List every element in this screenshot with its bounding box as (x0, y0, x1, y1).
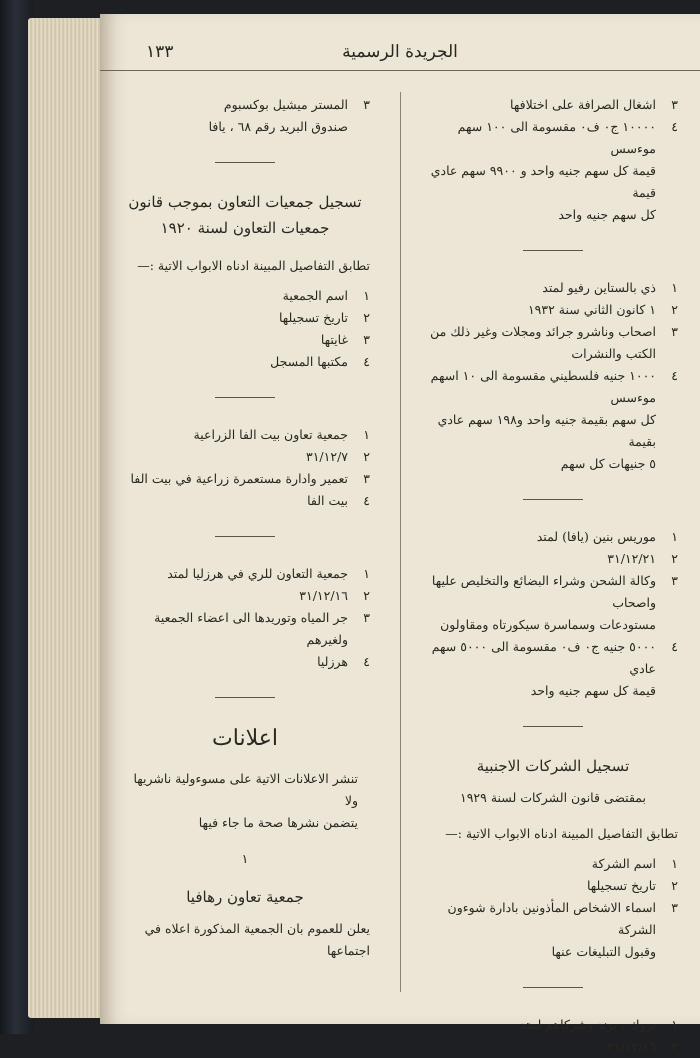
separator (523, 726, 583, 727)
item-text: جمعية تعاون بيت الفا الزراعية (193, 427, 348, 442)
list-item (120, 490, 370, 512)
foreign-companies-intro: تطابق التفاصيل المبينة ادناه الابواب الاتية :— (445, 826, 678, 841)
item-list (120, 285, 370, 373)
list-item (120, 585, 370, 607)
ads-note-line-2: يتضمن نشرها صحة ما جاء فيها (198, 815, 358, 830)
list-item (120, 94, 370, 116)
list-item (120, 651, 370, 673)
separator (215, 397, 275, 398)
separator (523, 499, 583, 500)
list-item (428, 875, 678, 897)
list-item (120, 607, 370, 651)
list-item (120, 351, 370, 373)
item-number: ١ (671, 1017, 678, 1032)
item-text: بيت الفا (307, 493, 348, 508)
item-text: ١ كانون الثاني سنة ١٩٣٢ (527, 302, 656, 317)
item-number: ٢ (671, 302, 678, 317)
item-number: ٣ (363, 471, 370, 486)
list-item (120, 285, 370, 307)
list-item (428, 548, 678, 570)
item-number: ٢ (363, 588, 370, 603)
separator (523, 987, 583, 988)
item-text: مكتبها المسجل (270, 354, 348, 369)
item-number: ٣ (671, 324, 678, 339)
item-number: ٤ (671, 119, 678, 134)
item-text-continuation: وقبول التبليغات عنها (551, 944, 656, 959)
page-header (100, 40, 700, 71)
page-edges (28, 18, 110, 1018)
list-item (428, 636, 678, 680)
item-text: هرزليا (317, 654, 348, 669)
item-list (120, 563, 370, 673)
item-text: ٣١/١٢/١٦ (607, 1039, 656, 1054)
item-text: اسم الجمعية (282, 288, 348, 303)
item-number: ٢ (363, 449, 370, 464)
item-list (428, 277, 678, 475)
page-number: ١٣٣ (146, 42, 174, 62)
item-number: ٢ (671, 1039, 678, 1054)
item-text-continuation: ٥ جنيهات كل سهم (560, 456, 656, 471)
ad-title: جمعية تعاون رهافيا (186, 888, 304, 906)
item-text: اشغال الصرافة على اختلافها (510, 97, 656, 112)
item-number: ٣ (363, 97, 370, 112)
header-title: الجريدة الرسمية (342, 42, 458, 62)
item-number: ٤ (363, 654, 370, 669)
separator (523, 250, 583, 251)
item-number: ٤ (363, 493, 370, 508)
list-item (120, 446, 370, 468)
item-list (428, 94, 678, 226)
item-text: ١٠٠٠٠ ج٠ ف٠ مقسومة الى ١٠٠ سهم موءسس (457, 119, 656, 156)
item-text: ٥٠٠٠ جنيه ج٠ ف٠ مقسومة الى ٥٠٠٠ سهم عادي (431, 639, 656, 676)
item-list (428, 853, 678, 963)
separator (215, 162, 275, 163)
item-text: جمعية التعاون للري في هرزليا لمتد (167, 566, 348, 581)
list-item (120, 468, 370, 490)
item-list (120, 94, 370, 138)
list-item (428, 570, 678, 614)
item-text: اصحاب وناشرو جرائد ومجلات وغير ذلك من (430, 324, 656, 339)
item-number: ١ (363, 566, 370, 581)
list-item (120, 424, 370, 446)
item-number: ٤ (363, 354, 370, 369)
item-text: ذي بالستاين رفيو لمتد (542, 280, 656, 295)
item-text-continuation: كل سهم جنيه واحد (558, 207, 656, 222)
item-text-continuation: كل سهم بقيمة جنيه واحد و١٩٨ سهم عادي بقيمة (437, 412, 656, 449)
item-text: جر المياه وتوريدها الى اعضاء الجمعية ولغيرهم (154, 610, 348, 647)
item-number: ١ (671, 856, 678, 871)
item-number: ٣ (363, 332, 370, 347)
separator (215, 536, 275, 537)
foreign-companies-title: تسجيل الشركات الاجنبية (476, 757, 630, 775)
item-number: ٢ (671, 878, 678, 893)
column-divider (400, 92, 401, 992)
item-text: ٣١/١٢/٢١ (607, 551, 656, 566)
foreign-companies-subtitle: بمقتضى قانون الشركات لسنة ١٩٢٩ (459, 790, 646, 805)
item-text: تاريخ تسجيلها (278, 310, 348, 325)
list-item (428, 277, 678, 299)
list-item (428, 321, 678, 343)
list-item (120, 329, 370, 351)
item-number: ٤ (671, 639, 678, 654)
item-text-continuation: صندوق البريد رقم ٦٨ ، يافا (208, 119, 348, 134)
list-item (428, 853, 678, 875)
item-number: ٤ (671, 368, 678, 383)
list-item (428, 94, 678, 116)
ads-note-line-1: تنشر الاعلانات الاتية على مسوءولية ناشريها ولا (133, 771, 358, 808)
left-column (120, 94, 370, 962)
list-item (428, 299, 678, 321)
item-text: اسماء الاشخاص المأذونين بادارة شوءون الشركة (447, 900, 656, 937)
item-text: موريس بنين (يافا) لمتد (536, 529, 656, 544)
item-text-continuation: قيمة كل سهم جنيه واحد (530, 683, 656, 698)
item-number: ٢ (671, 551, 678, 566)
item-number: ٢ (363, 310, 370, 325)
item-text: تاريخ تسجيلها (586, 878, 656, 893)
item-text-continuation: قيمة كل سهم جنيه واحد و ٩٩٠٠ سهم عادي قيمة (430, 163, 656, 200)
ads-title: اعلانات (212, 726, 278, 751)
list-item (428, 116, 678, 160)
item-text: غايتها (320, 332, 348, 347)
list-item (428, 1014, 678, 1036)
item-text: ١٠٠٠ جنيه فلسطيني مقسومة الى ١٠ اسهم موءسس (430, 368, 656, 405)
item-text: اسم الشركة (591, 856, 656, 871)
item-text: بروك ، بوند وشركاهم لمتد (519, 1017, 656, 1032)
cooperative-intro: تطابق التفاصيل المبينة ادناه الابواب الاتية :— (137, 258, 370, 273)
list-item (428, 1036, 678, 1058)
item-list (120, 424, 370, 512)
item-number: ٣ (671, 900, 678, 915)
item-list (428, 526, 678, 702)
list-item (428, 897, 678, 941)
list-item (120, 563, 370, 585)
list-item (120, 307, 370, 329)
item-number: ١ (671, 529, 678, 544)
list-item (428, 526, 678, 548)
item-text: المستر ميشيل بوكسبوم (223, 97, 348, 112)
item-list (428, 1014, 678, 1058)
item-text: وكالة الشحن وشراء البضائع والتخليص عليها واصحاب (431, 573, 656, 610)
item-number: ١ (671, 280, 678, 295)
separator (215, 697, 275, 698)
item-text: تعمير وادارة مستعمرة زراعية في بيت الفا (130, 471, 348, 486)
ad-text: يعلن للعموم بان الجمعية المذكورة اعلاه في اجتماعها (144, 921, 370, 958)
right-column (428, 94, 678, 1058)
item-number: ٣ (671, 573, 678, 588)
list-item (428, 365, 678, 409)
ad-number: ١ (241, 851, 249, 866)
item-text: ٣١/١٢/٧ (306, 449, 348, 464)
cooperative-title-line-1: تسجيل جمعيات التعاون بموجب قانون (128, 193, 362, 211)
item-number: ٣ (363, 610, 370, 625)
item-text-continuation: الكتب والنشرات (571, 346, 656, 361)
cooperative-title-line-2: جمعيات التعاون لسنة ١٩٢٠ (160, 219, 330, 237)
item-number: ١ (363, 427, 370, 442)
gazette-page (100, 14, 700, 1054)
item-text: ٣١/١٢/١٦ (299, 588, 348, 603)
item-text-continuation: مستودعات وسماسرة سيكورتاه ومقاولون (440, 617, 656, 632)
item-number: ١ (363, 288, 370, 303)
item-number: ٣ (671, 97, 678, 112)
